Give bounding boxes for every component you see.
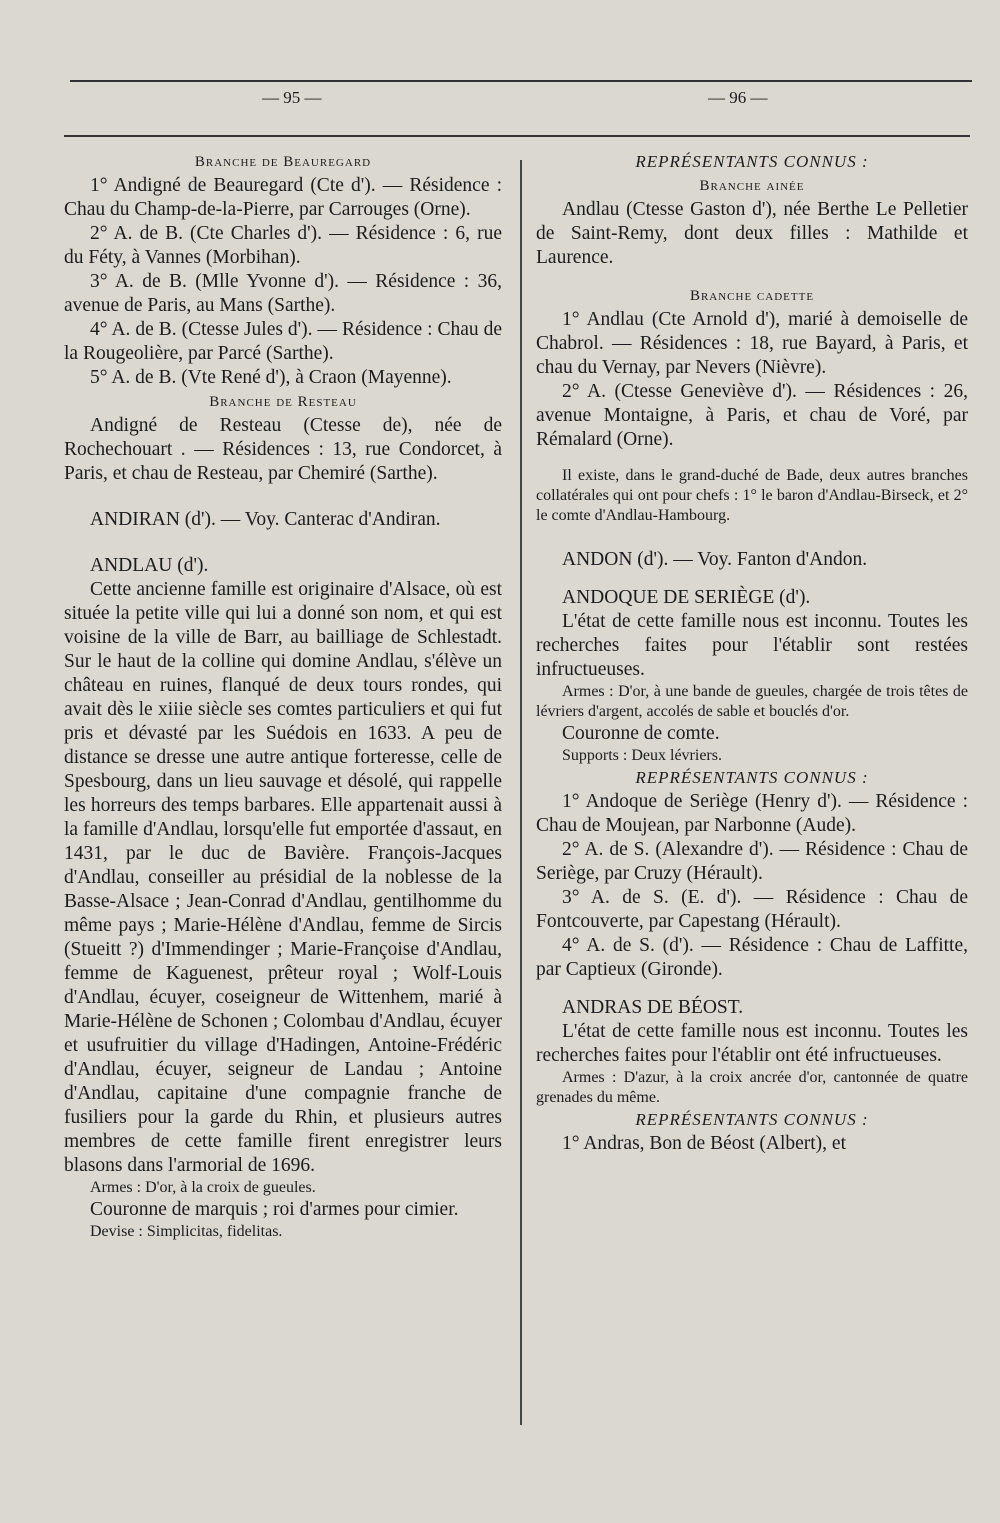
right-paragraph-16: Supports : Deux lévriers.: [562, 747, 722, 764]
column-divider: [520, 160, 522, 1425]
left-paragraph-6: Branche de Resteau: [209, 394, 357, 410]
left-paragraph-14: Couronne de marquis ; roi d'armes pour cimier.: [90, 1199, 459, 1220]
right-paragraph-21: 4° A. de S. (d'). — Résidence : Chau de Laffitte, par Captieux (Gironde).: [536, 935, 968, 980]
left-paragraph-10: [64, 532, 502, 554]
right-paragraph-4: Branche cadette: [689, 288, 815, 304]
left-paragraph-4: 4° A. de B. (Ctesse Jules d'). — Résidence : Chau de la Rougeolière, par Parcé (Sarthe).: [64, 319, 502, 364]
left-paragraph-13: Armes : D'or, à la croix de gueules.: [90, 1179, 316, 1196]
left-paragraph-8: [64, 486, 502, 508]
right-paragraph-6: 2° A. (Ctesse Geneviève d'). — Résidences : 26, avenue Montaigne, à Paris, et chau de Voré, par Rémalard (Orne).: [536, 381, 968, 450]
right-column: [536, 150, 968, 1156]
right-paragraph-7: [536, 452, 968, 466]
right-page-number: — 96 —: [708, 88, 768, 107]
right-paragraph-20: 3° A. de S. (E. d'). — Résidence : Chau de Fontcouverte, par Capestang (Hérault).: [536, 887, 968, 932]
right-paragraph-24: L'état de cette famille nous est inconnu. Toutes les recherches faites pour l'établir ont été infructueuses.: [536, 1021, 968, 1066]
right-paragraph-5: 1° Andlau (Cte Arnold d'), marié à demoiselle de Chabrol. — Résidences : 18, rue Bayard, à Paris, et chau du Vernay, par Nevers (Nièvre).: [536, 309, 968, 378]
right-paragraph-25: Armes : D'azur, à la croix ancrée d'or, cantonnée de quatre grenades du même.: [536, 1069, 968, 1106]
right-paragraph-11: [536, 572, 968, 586]
left-paragraph-3: 3° A. de B. (Mlle Yvonne d'). — Résidence : 36, avenue de Paris, au Mans (Sarthe).: [64, 271, 502, 316]
header-rule: [64, 135, 970, 137]
right-paragraph-3: [536, 270, 968, 284]
left-paragraph-5: 5° A. de B. (Vte René d'), à Craon (Mayenne).: [90, 367, 452, 388]
left-column: [64, 150, 502, 1242]
right-paragraph-15: Couronne de comte.: [562, 723, 720, 744]
right-paragraph-1: Branche ainée: [699, 178, 805, 194]
left-paragraph-12: Cette ancienne famille est originaire d'Alsace, où est située la petite ville qui lui a donné son nom, et qui est voisine de la ville de Barr, au bailliage de Schlestadt. Sur le haut de la colline qui domine Andlau, s'élève un château en ruines, flanqué de deux tours rondes, qui avait dès le xiiie siècle ses comtes particuliers et qui fut pris et dévasté par les Suédois en 1633. A peu de distance se dresse une autre antique forteresse, celle de Spesbourg, dans un lieu sauvage et désolé, qui rappelle les horreurs des temps barbares. Elle appartenait aussi à la famille d'Andlau, lorsqu'elle fut emportée d'assaut, en 1431, par le duc de Bavière. François-Jacques d'Andlau, conseiller au présidial de la noblesse de la Basse-Alsace ; Jean-Conrad d'Andlau, gentilhomme du même pays ; Marie-Hélène d'Andlau, femme de Sircis (Stueitt ?) d'Immendinger ; Marie-Françoise d'Andlau, femme de Kaguenest, prêteur royal ; Wolf-Louis d'Andlau, écuyer, coseigneur de Wittenhem, marié à Marie-Hélène de Schonen ; Colombau d'Andlau, écuyer et usufruitier du village d'Hadingen, Antoine-Frédéric d'Andlau, écuyer, seigneur de Landau ; Antoine d'Andlau, capitaine d'une compagnie franche de fusiliers pour la garde du Rhin, et plusieurs autres membres de cette famille firent enregistrer leurs blasons dans l'armorial de 1696.: [64, 579, 502, 1176]
right-paragraph-9: [536, 526, 968, 548]
right-paragraph-27: 1° Andras, Bon de Béost (Albert), et: [562, 1133, 846, 1154]
right-paragraph-19: 2° A. de S. (Alexandre d'). — Résidence : Chau de Seriège, par Cruzy (Hérault).: [536, 839, 968, 884]
left-paragraph-0: Branche de Beauregard: [194, 154, 372, 170]
right-paragraph-17: REPRÉSENTANTS CONNUS :: [635, 768, 869, 787]
right-paragraph-0: REPRÉSENTANTS CONNUS :: [635, 152, 869, 171]
left-paragraph-11: ANDLAU (d').: [90, 555, 209, 576]
left-paragraph-7: Andigné de Resteau (Ctesse de), née de Rochechouart . — Résidences : 13, rue Condorcet, à Paris, et chau de Resteau, par Chemiré (Sarthe).: [64, 415, 502, 484]
left-page-number: — 95 —: [262, 88, 322, 107]
top-rule: [70, 80, 972, 82]
right-paragraph-26: REPRÉSENTANTS CONNUS :: [635, 1110, 869, 1129]
right-paragraph-14: Armes : D'or, à une bande de gueules, chargée de trois têtes de lévriers d'argent, accolés de sable et bouclés d'or.: [536, 683, 968, 720]
right-paragraph-23: ANDRAS DE BÉOST.: [562, 997, 744, 1018]
left-paragraph-2: 2° A. de B. (Cte Charles d'). — Résidence : 6, rue du Féty, à Vannes (Morbihan).: [64, 223, 502, 268]
right-paragraph-18: 1° Andoque de Seriège (Henry d'). — Résidence : Chau de Moujean, par Narbonne (Aude).: [536, 791, 968, 836]
right-paragraph-22: [536, 982, 968, 996]
left-paragraph-9: ANDIRAN (d'). — Voy. Canterac d'Andiran.: [90, 509, 441, 530]
left-paragraph-1: 1° Andigné de Beauregard (Cte d'). — Résidence : Chau du Champ-de-la-Pierre, par Carrouges (Orne).: [64, 175, 502, 220]
left-paragraph-15: Devise : Simplicitas, fidelitas.: [90, 1223, 283, 1240]
right-paragraph-10: ANDON (d'). — Voy. Fanton d'Andon.: [562, 549, 868, 570]
right-paragraph-13: L'état de cette famille nous est inconnu. Toutes les recherches faites pour l'établir sont restées infructueuses.: [536, 611, 968, 680]
right-paragraph-12: ANDOQUE DE SERIÈGE (d').: [562, 587, 811, 608]
right-paragraph-8: Il existe, dans le grand-duché de Bade, deux autres branches collatérales qui ont pour chefs : 1° le baron d'Andlau-Birseck, et 2° le comte d'Andlau-Hambourg.: [536, 467, 968, 524]
right-paragraph-2: Andlau (Ctesse Gaston d'), née Berthe Le Pelletier de Saint-Remy, dont deux filles : Mathilde et Laurence.: [536, 199, 968, 268]
